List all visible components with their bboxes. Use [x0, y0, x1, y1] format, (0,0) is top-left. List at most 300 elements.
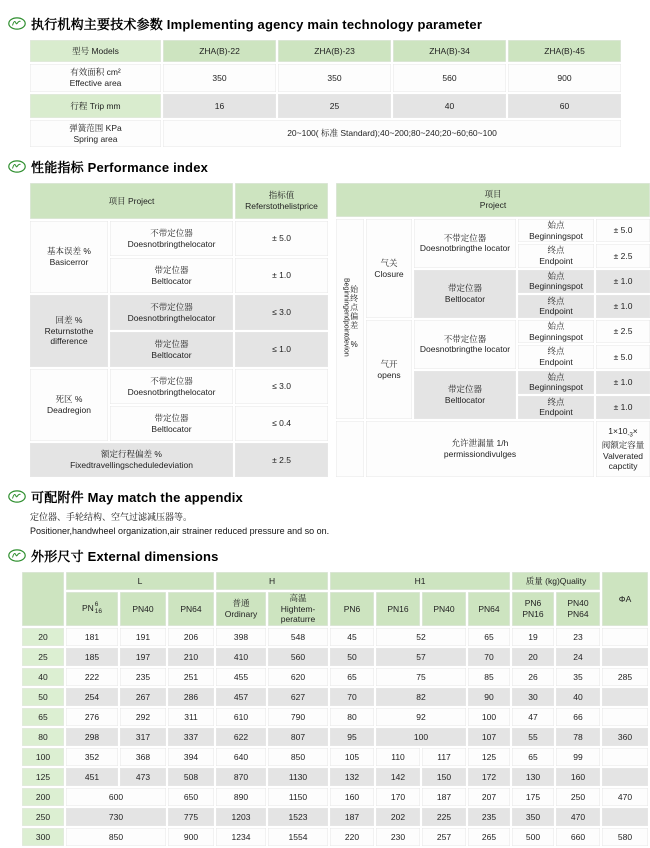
- param-value: 16: [162, 93, 277, 119]
- sub-zh: 带定位器: [154, 264, 189, 275]
- dims-header-质量 (kg)Quality: 质量 (kg)Quality: [511, 571, 601, 591]
- brand-icon: [8, 549, 26, 562]
- param-value: 350: [277, 63, 392, 93]
- dims-cell: 172: [467, 767, 511, 787]
- dims-cell: 82: [375, 687, 467, 707]
- dims-cell: 470: [555, 807, 601, 827]
- dims-cell: 410: [215, 647, 267, 667]
- dims-cell: 225: [421, 807, 467, 827]
- dims-dn-label: 20: [21, 627, 65, 647]
- dims-cell: 23: [555, 627, 601, 647]
- dims-dn-label: 50: [21, 687, 65, 707]
- sub-en: Beltlocator: [151, 423, 192, 434]
- dims-row: [21, 747, 649, 767]
- capacity-en1: Valverated: [603, 450, 644, 461]
- dims-cell: 660: [555, 827, 601, 847]
- dims-subheader: PN40: [421, 591, 467, 627]
- perf-value: ± 2.5: [234, 442, 329, 478]
- point-label: [517, 243, 595, 268]
- param-label: 行程 Trip mm: [29, 93, 162, 119]
- dims-cell: 70: [329, 687, 375, 707]
- dims-cell: 276: [65, 707, 119, 727]
- dims-cell: 57: [375, 647, 467, 667]
- footer-zh: 额定行程偏差 %: [101, 449, 162, 460]
- dims-cell: 622: [215, 727, 267, 747]
- section-header-dimensions: [8, 546, 650, 565]
- dims-subheader: PN16: [375, 591, 421, 627]
- dims-subheader: 普通 Ordinary: [215, 591, 267, 627]
- dims-cell: [601, 687, 649, 707]
- dims-cell: [601, 807, 649, 827]
- param-value: 350: [162, 63, 277, 93]
- dims-subheader: PN 6 16: [65, 591, 119, 627]
- point-zh: 始点: [547, 321, 565, 331]
- section-header-performance: [8, 157, 650, 176]
- dims-cell: [601, 647, 649, 667]
- dims-cell: 870: [215, 767, 267, 787]
- params-table: [28, 38, 623, 149]
- dims-cell: 160: [555, 767, 601, 787]
- empty-cell: [335, 420, 365, 478]
- sub-en: Beltlocator: [444, 394, 486, 405]
- dims-dn-label: 125: [21, 767, 65, 787]
- group-label-zh: 回差 %: [55, 315, 83, 326]
- closure-zh: 气关: [380, 257, 398, 268]
- point-zh: 始点: [547, 270, 565, 281]
- dims-cell: 350: [511, 807, 555, 827]
- dims-cell: 235: [467, 807, 511, 827]
- dims-cell: 197: [119, 647, 167, 667]
- dims-cell: 202: [375, 807, 421, 827]
- dims-cell: 1234: [215, 827, 267, 847]
- dimensions-table: [20, 570, 650, 848]
- dims-cell: 100: [467, 707, 511, 727]
- point-zh: 终点: [547, 396, 565, 407]
- dims-cell: 1130: [267, 767, 329, 787]
- dims-header-H: H: [215, 571, 329, 591]
- dims-cell: 650: [167, 787, 215, 807]
- sub-en: Doesnotbringthe locator: [419, 344, 511, 355]
- param-label: [29, 63, 162, 93]
- point-en: Endpoint: [539, 356, 573, 367]
- dims-cell: 1203: [215, 807, 267, 827]
- dims-cell: [601, 707, 649, 727]
- dims-header-blank: [21, 571, 65, 627]
- perf-header-project-right: [335, 182, 650, 218]
- dims-cell: 257: [421, 827, 467, 847]
- dims-cell: 65: [467, 627, 511, 647]
- section-title-dimensions: 外形尺寸 External dimensions: [31, 549, 219, 564]
- dims-cell: 85: [467, 667, 511, 687]
- dims-cell: 40: [555, 687, 601, 707]
- dims-cell: 125: [467, 747, 511, 767]
- dims-cell: 807: [267, 727, 329, 747]
- dims-cell: 470: [601, 787, 649, 807]
- perf-value: ± 2.5: [595, 243, 650, 268]
- dims-cell: 1150: [267, 787, 329, 807]
- perf-value: ± 5.0: [595, 344, 650, 369]
- dims-cell: 222: [65, 667, 119, 687]
- dims-cell: 132: [329, 767, 375, 787]
- dims-cell: 187: [421, 787, 467, 807]
- perf-group-opens: [365, 319, 413, 420]
- perf-value: ≤ 3.0: [234, 294, 329, 331]
- dims-row: [21, 727, 649, 747]
- brand-icon: [8, 490, 26, 503]
- dims-cell: 92: [375, 707, 467, 727]
- leak-zh: 允许泄漏量 1/h: [451, 438, 509, 449]
- dims-dn-label: 100: [21, 747, 65, 767]
- perf-value: ± 1.0: [595, 395, 650, 420]
- dims-subheader: PN6 PN16: [511, 591, 555, 627]
- group-label-zh: 死区 %: [55, 394, 83, 405]
- appendix-line-zh: 定位器、手轮结构、空气过滤减压器等。: [30, 512, 193, 522]
- leak-en: permissiondivulges: [443, 449, 517, 459]
- dims-cell: 185: [65, 647, 119, 667]
- sub-zh: 不带定位器: [150, 375, 193, 386]
- perf-sub-label: [109, 220, 234, 257]
- dims-cell: 95: [329, 727, 375, 747]
- dims-cell: 187: [329, 807, 375, 827]
- dims-cell: 175: [511, 787, 555, 807]
- dims-cell: 52: [375, 627, 467, 647]
- dims-cell: 473: [119, 767, 167, 787]
- perf-value: ± 1.0: [595, 294, 650, 319]
- dims-row: [21, 687, 649, 707]
- section-header-appendix: [8, 487, 650, 506]
- dims-cell: 265: [467, 827, 511, 847]
- point-label: [517, 294, 595, 319]
- performance-table-left: [28, 181, 330, 479]
- perf-value: ± 1.0: [234, 257, 329, 294]
- dims-cell: 50: [329, 647, 375, 667]
- vertical-text: [341, 278, 358, 357]
- point-label: [517, 218, 595, 243]
- model-value: ZHA(B)-23: [277, 39, 392, 63]
- dims-cell: 610: [215, 707, 267, 727]
- dims-cell: 890: [215, 787, 267, 807]
- valve-capacity: [595, 420, 650, 478]
- dims-cell: 900: [167, 827, 215, 847]
- dims-cell: 640: [215, 747, 267, 767]
- dims-cell: 560: [267, 647, 329, 667]
- dims-cell: 580: [601, 827, 649, 847]
- dims-cell: 65: [329, 667, 375, 687]
- perf-group-basic-error: [29, 220, 109, 294]
- dims-dn-label: 250: [21, 807, 65, 827]
- capacity-formula: $1\times 10_{-3}\times$: [608, 425, 638, 439]
- dims-cell: 394: [167, 747, 215, 767]
- group-label-zh: 基本误差 %: [47, 246, 91, 257]
- perf-value: ± 1.0: [595, 370, 650, 395]
- sub-zh: 带定位器: [154, 412, 189, 423]
- point-label: [517, 370, 595, 395]
- section-header-parameters: [8, 14, 650, 33]
- brand-icon: [8, 17, 26, 30]
- perf-group-dead-region: [29, 368, 109, 442]
- perf-value: ± 2.5: [595, 319, 650, 344]
- param-label-en: Effective area: [69, 78, 122, 88]
- dims-cell: 775: [167, 807, 215, 827]
- point-label: [517, 319, 595, 344]
- param-value: 560: [392, 63, 507, 93]
- dims-cell: 398: [215, 627, 267, 647]
- point-en: Endpoint: [539, 407, 573, 418]
- appendix-line-en: Positioner,handwheel organization,air strainer reduced pressure and so on.: [30, 525, 330, 536]
- dims-dn-label: 65: [21, 707, 65, 727]
- sub-en: Doesnotbringthelocator: [127, 312, 216, 323]
- sub-en: Doesnotbringthe locator: [419, 243, 511, 254]
- dims-cell: 790: [267, 707, 329, 727]
- brand-icon: [8, 160, 26, 173]
- perf-header-index-en: Referstothelistprice: [245, 201, 318, 212]
- perf-header-index: [234, 182, 329, 220]
- sub-en: Beltlocator: [444, 293, 486, 304]
- point-label: [517, 344, 595, 369]
- dims-cell: 207: [467, 787, 511, 807]
- point-en: Beginningspot: [529, 230, 583, 241]
- perf-sub-label: [109, 257, 234, 294]
- dims-dn-label: 25: [21, 647, 65, 667]
- param-label-en: Spring area: [73, 133, 118, 144]
- param-value: 900: [507, 63, 622, 93]
- dims-row: [21, 627, 649, 647]
- param-value: 60: [507, 93, 622, 119]
- dims-subheader: PN40 PN64: [555, 591, 601, 627]
- sub-zh: 不带定位器: [443, 232, 487, 243]
- section-title-appendix: 可配附件 May match the appendix: [31, 490, 243, 505]
- dims-cell: 160: [329, 787, 375, 807]
- dims-cell: 66: [555, 707, 601, 727]
- sub-en: Beltlocator: [151, 349, 192, 360]
- dims-cell: 100: [375, 727, 467, 747]
- point-zh: 始点: [547, 371, 565, 382]
- dims-row: [21, 827, 649, 847]
- dims-cell: 20: [511, 647, 555, 667]
- footer-en: Fixedtravellingscheduledeviation: [70, 460, 193, 471]
- dims-cell: 55: [511, 727, 555, 747]
- opens-en: opens: [377, 369, 401, 380]
- perf-sub-label: [109, 405, 234, 442]
- dims-cell: 78: [555, 727, 601, 747]
- point-label: [517, 269, 595, 294]
- dims-subheader: PN6: [329, 591, 375, 627]
- dims-cell: 26: [511, 667, 555, 687]
- dims-subheader: PN64: [467, 591, 511, 627]
- dims-cell: 90: [467, 687, 511, 707]
- param-value: 25: [277, 93, 392, 119]
- perf-header-project: 项目 Project: [29, 182, 234, 220]
- dims-cell: 508: [167, 767, 215, 787]
- dims-cell: 117: [421, 747, 467, 767]
- dims-cell: 210: [167, 647, 215, 667]
- capacity-en2: capctity: [608, 461, 638, 472]
- dims-cell: 35: [555, 667, 601, 687]
- dims-cell: 368: [119, 747, 167, 767]
- sub-zh: 带定位器: [154, 338, 189, 349]
- dims-cell: 70: [467, 647, 511, 667]
- dims-row: [21, 647, 649, 667]
- dims-cell: 150: [421, 767, 467, 787]
- point-en: Beginningspot: [529, 281, 583, 292]
- perf-group-closure: [365, 218, 413, 319]
- param-value-span: 20~100( 标准 Standard);40~200;80~240;20~60;60~100: [162, 119, 622, 148]
- perf-sub-label: [109, 294, 234, 331]
- appendix-text: [30, 511, 650, 538]
- dims-cell: 627: [267, 687, 329, 707]
- point-zh: 终点: [547, 245, 565, 256]
- dims-cell: 220: [329, 827, 375, 847]
- dims-cell: 457: [215, 687, 267, 707]
- dims-dn-label: 80: [21, 727, 65, 747]
- dims-cell: 850: [267, 747, 329, 767]
- dims-subheader: 高温 Hightem- peraturre: [267, 591, 329, 627]
- performance-table-right: [334, 181, 650, 479]
- section-title-parameters: 执行机构主要技术参数 Implementing agency main technology parameter: [31, 17, 483, 32]
- perf-sub-label: [413, 319, 517, 370]
- performance-tables: [28, 181, 648, 479]
- dims-cell: 352: [65, 747, 119, 767]
- param-label-zh: 有效面积 cm²: [70, 67, 121, 78]
- sub-zh: 带定位器: [448, 384, 483, 395]
- vertical-zh: 始终点偏差 %: [349, 285, 359, 351]
- dims-cell: 337: [167, 727, 215, 747]
- dims-cell: 251: [167, 667, 215, 687]
- dims-cell: 47: [511, 707, 555, 727]
- dims-cell: 235: [119, 667, 167, 687]
- param-label: 型号 Models: [29, 39, 162, 63]
- sub-en: Beltlocator: [151, 275, 192, 286]
- dims-subheader: PN64: [167, 591, 215, 627]
- dims-row: [21, 787, 649, 807]
- perf-sub-label: [413, 370, 517, 421]
- dims-dn-label: 200: [21, 787, 65, 807]
- perf-sub-label: [413, 218, 517, 269]
- perf-value: ≤ 0.4: [234, 405, 329, 442]
- dims-dn-label: 300: [21, 827, 65, 847]
- capacity-zh: 阀额定容量: [601, 440, 645, 451]
- perf-header-index-zh: 指标值: [268, 190, 295, 201]
- dims-cell: 99: [555, 747, 601, 767]
- point-zh: 终点: [547, 295, 565, 306]
- point-en: Beginningspot: [529, 331, 583, 342]
- leak-label: [365, 420, 595, 478]
- dims-cell: 285: [601, 667, 649, 687]
- dims-cell: 65: [511, 747, 555, 767]
- dims-cell: 80: [329, 707, 375, 727]
- perf-value: ≤ 1.0: [234, 331, 329, 368]
- model-value: ZHA(B)-34: [392, 39, 507, 63]
- dims-dn-label: 40: [21, 667, 65, 687]
- perf-footer-label: [29, 442, 234, 478]
- dims-cell: 620: [267, 667, 329, 687]
- group-label-en: Basicerror: [49, 257, 89, 268]
- dims-cell: 110: [375, 747, 421, 767]
- model-value: ZHA(B)-22: [162, 39, 277, 63]
- model-value: ZHA(B)-45: [507, 39, 622, 63]
- opens-zh: 气开: [380, 358, 398, 369]
- dims-subheader: PN40: [119, 591, 167, 627]
- dims-cell: 317: [119, 727, 167, 747]
- closure-en: Closure: [374, 268, 404, 279]
- perf-value: ± 1.0: [595, 269, 650, 294]
- dims-cell: 311: [167, 707, 215, 727]
- point-zh: 始点: [547, 220, 565, 230]
- group-label-en: Returnstothe difference: [44, 325, 94, 347]
- dims-cell: 75: [375, 667, 467, 687]
- dims-cell: 286: [167, 687, 215, 707]
- dims-cell: 267: [119, 687, 167, 707]
- point-en: Endpoint: [539, 306, 573, 317]
- sub-zh: 不带定位器: [150, 227, 193, 238]
- hdr-zh: 项目: [484, 189, 502, 200]
- dims-cell: 181: [65, 627, 119, 647]
- vertical-en: Beginningendpointdevion: [342, 278, 350, 357]
- perf-group-return-difference: [29, 294, 109, 368]
- dims-cell: 254: [65, 687, 119, 707]
- vertical-axis-label: [335, 218, 365, 420]
- sub-en: Doesnotbringthelocator: [127, 238, 216, 249]
- dims-cell: 45: [329, 627, 375, 647]
- dims-cell: 455: [215, 667, 267, 687]
- perf-value: ± 5.0: [595, 218, 650, 243]
- perf-value: ± 5.0: [234, 220, 329, 257]
- perf-sub-label: [109, 331, 234, 368]
- dims-cell: 206: [167, 627, 215, 647]
- dims-cell: [601, 747, 649, 767]
- dims-cell: 500: [511, 827, 555, 847]
- dims-cell: [601, 767, 649, 787]
- sub-zh: 不带定位器: [443, 333, 487, 344]
- dims-header-H1: H1: [329, 571, 511, 591]
- dims-cell: 30: [511, 687, 555, 707]
- point-label: [517, 395, 595, 420]
- sub-zh: 带定位器: [448, 283, 483, 294]
- dims-cell: 170: [375, 787, 421, 807]
- dims-cell: [601, 627, 649, 647]
- param-value: 40: [392, 93, 507, 119]
- perf-sub-label: [413, 269, 517, 320]
- dims-cell: 1523: [267, 807, 329, 827]
- dims-cell: 730: [65, 807, 167, 827]
- dims-header-L: L: [65, 571, 215, 591]
- dims-cell: 850: [65, 827, 167, 847]
- point-en: Beginningspot: [529, 382, 583, 393]
- param-label: [29, 119, 162, 148]
- dims-cell: 451: [65, 767, 119, 787]
- dims-row: [21, 667, 649, 687]
- param-label-zh: 弹簧范围 KPa: [69, 122, 122, 133]
- dims-cell: 230: [375, 827, 421, 847]
- dims-header-ΦA: ΦA: [601, 571, 649, 627]
- dims-cell: 107: [467, 727, 511, 747]
- dims-cell: 292: [119, 707, 167, 727]
- sub-zh: 不带定位器: [150, 301, 193, 312]
- dims-cell: 1554: [267, 827, 329, 847]
- dims-cell: 19: [511, 627, 555, 647]
- dims-row: [21, 807, 649, 827]
- dims-cell: 130: [511, 767, 555, 787]
- dims-row: [21, 707, 649, 727]
- group-label-en: Deadregion: [47, 405, 91, 416]
- sub-en: Doesnotbringthelocator: [127, 386, 216, 397]
- point-en: Endpoint: [539, 255, 573, 266]
- dims-cell: 548: [267, 627, 329, 647]
- hdr-en: Project: [479, 200, 507, 210]
- dims-cell: 600: [65, 787, 167, 807]
- perf-sub-label: [109, 368, 234, 405]
- dims-cell: 24: [555, 647, 601, 667]
